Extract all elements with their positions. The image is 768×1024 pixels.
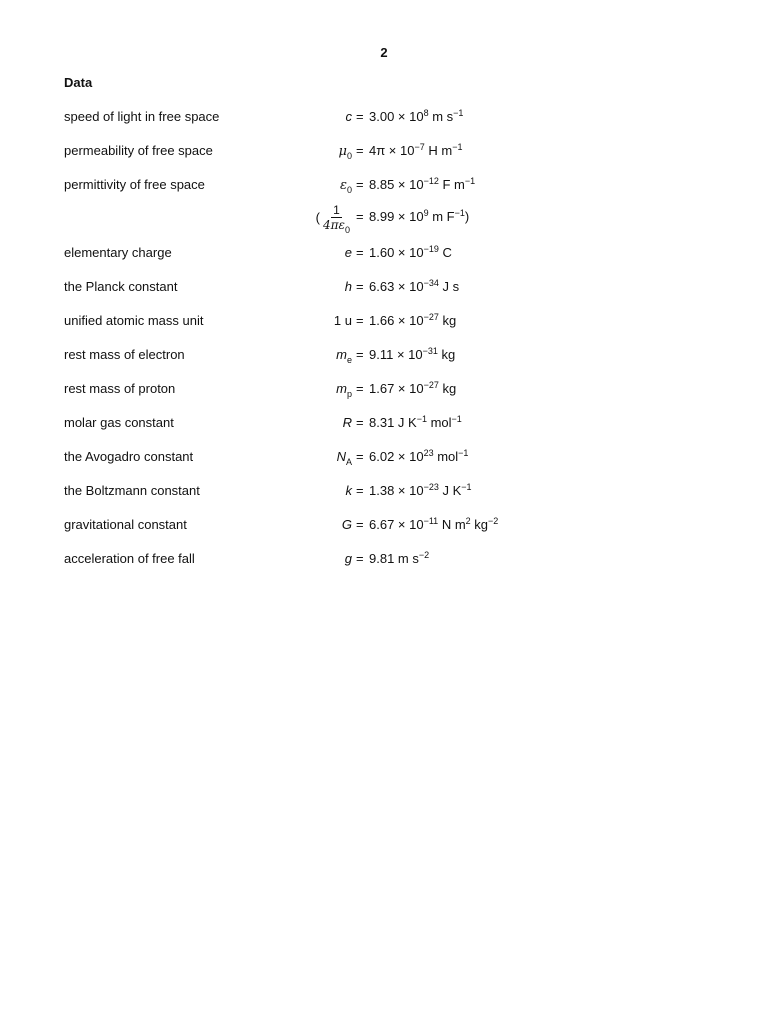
equals-sign: =	[356, 449, 364, 464]
constant-symbol: h	[344, 279, 352, 294]
equals-sign: =	[356, 209, 364, 224]
constant-label: rest mass of proton	[64, 381, 176, 396]
constant-value: $8.85 \times 10^{-12}$ F $m^{-1}$	[369, 176, 476, 192]
constant-row-atomic-mass-unit	[0, 311, 768, 333]
constant-row-permittivity	[0, 175, 768, 197]
constant-label: permittivity of free space	[64, 177, 205, 192]
constant-value: $3.00 \times 10^8$ m $s^{-1}$	[369, 108, 464, 124]
constant-value: $9.11 \times 10^{-31}$ kg	[369, 346, 456, 362]
equals-sign: =	[356, 245, 364, 260]
constant-symbol: 1 u	[333, 313, 352, 328]
constant-label: the Planck constant	[64, 279, 178, 294]
constant-row-proton-mass	[0, 379, 768, 401]
equals-sign: =	[356, 177, 364, 192]
constant-row-boltzmann	[0, 481, 768, 503]
constant-label: the Boltzmann constant	[64, 483, 200, 498]
constant-row-avogadro	[0, 447, 768, 469]
constant-value: $1.66 \times 10^{-27}$ kg	[369, 312, 457, 328]
constant-symbol: $\mu_0$	[338, 144, 352, 161]
constant-symbol: G	[341, 517, 352, 532]
constant-row-electron-mass	[0, 345, 768, 367]
fraction-expression: ( $\frac{1}{4\pi\varepsilon_0}$	[315, 203, 350, 235]
constant-value: $6.67 \times 10^{-11}$ N $m^2$ $kg^{-2}$	[369, 516, 499, 532]
constant-label: elementary charge	[64, 245, 172, 260]
constant-symbol: g	[344, 551, 352, 566]
equals-sign: =	[356, 279, 364, 294]
equals-sign: =	[356, 517, 364, 532]
constant-value: $6.63 \times 10^{-34}$ J s	[369, 278, 460, 294]
constant-row-elementary-charge	[0, 243, 768, 265]
constant-symbol: e	[344, 245, 352, 260]
equals-sign: =	[356, 143, 364, 158]
equals-sign: =	[356, 313, 364, 328]
constant-symbol: $m_e$	[336, 347, 352, 365]
constant-value: $1.67 \times 10^{-27}$ kg	[369, 380, 457, 396]
constant-value: $6.02 \times 10^{23}$ mol$^{-1}$	[369, 448, 469, 464]
data-heading: Data	[64, 75, 93, 90]
constant-symbol: R	[342, 415, 352, 430]
page-number: 2	[380, 45, 388, 60]
equals-sign: =	[356, 483, 364, 498]
constant-row-coulomb-factor	[0, 205, 768, 239]
constant-label: permeability of free space	[64, 143, 213, 158]
constant-value: 8.31 J $K^{-1}$ mol$^{-1}$	[369, 414, 462, 430]
constant-row-free-fall	[0, 549, 768, 571]
constant-symbol: k	[345, 483, 352, 498]
constant-value: $1.60 \times 10^{-19}$ C	[369, 244, 452, 260]
equals-sign: =	[356, 109, 364, 124]
fraction: $\frac{1}{4\pi\varepsilon_0}$	[323, 203, 350, 235]
equals-sign: =	[356, 551, 364, 566]
constant-value: $1.38 \times 10^{-23}$ J $K^{-1}$	[369, 482, 472, 498]
equals-sign: =	[356, 381, 364, 396]
constant-value: $8.99 \times 10^9$ m $F^{-1}$)	[369, 208, 470, 224]
constant-symbol: $N_A$	[336, 449, 352, 467]
constant-row-speed-of-light	[0, 107, 768, 129]
constant-label: rest mass of electron	[64, 347, 185, 362]
constant-value: 9.81 m $s^{-2}$	[369, 550, 430, 566]
constant-label: speed of light in free space	[64, 109, 220, 124]
constant-row-permeability	[0, 141, 768, 163]
constant-symbol: $m_p$	[336, 381, 352, 399]
constant-label: the Avogadro constant	[64, 449, 194, 464]
equals-sign: =	[356, 415, 364, 430]
constant-label: molar gas constant	[64, 415, 174, 430]
constant-row-gravitational	[0, 515, 768, 537]
equals-sign: =	[356, 347, 364, 362]
constant-symbol: $\varepsilon_0$	[340, 178, 352, 195]
constant-row-molar-gas	[0, 413, 768, 435]
constant-symbol: c	[345, 109, 352, 124]
constant-label: acceleration of free fall	[64, 551, 195, 566]
constant-label: unified atomic mass unit	[64, 313, 204, 328]
constant-label: gravitational constant	[64, 517, 187, 532]
constant-value: $4\pi \times 10^{-7}$ H $m^{-1}$	[369, 142, 463, 158]
constant-row-planck	[0, 277, 768, 299]
